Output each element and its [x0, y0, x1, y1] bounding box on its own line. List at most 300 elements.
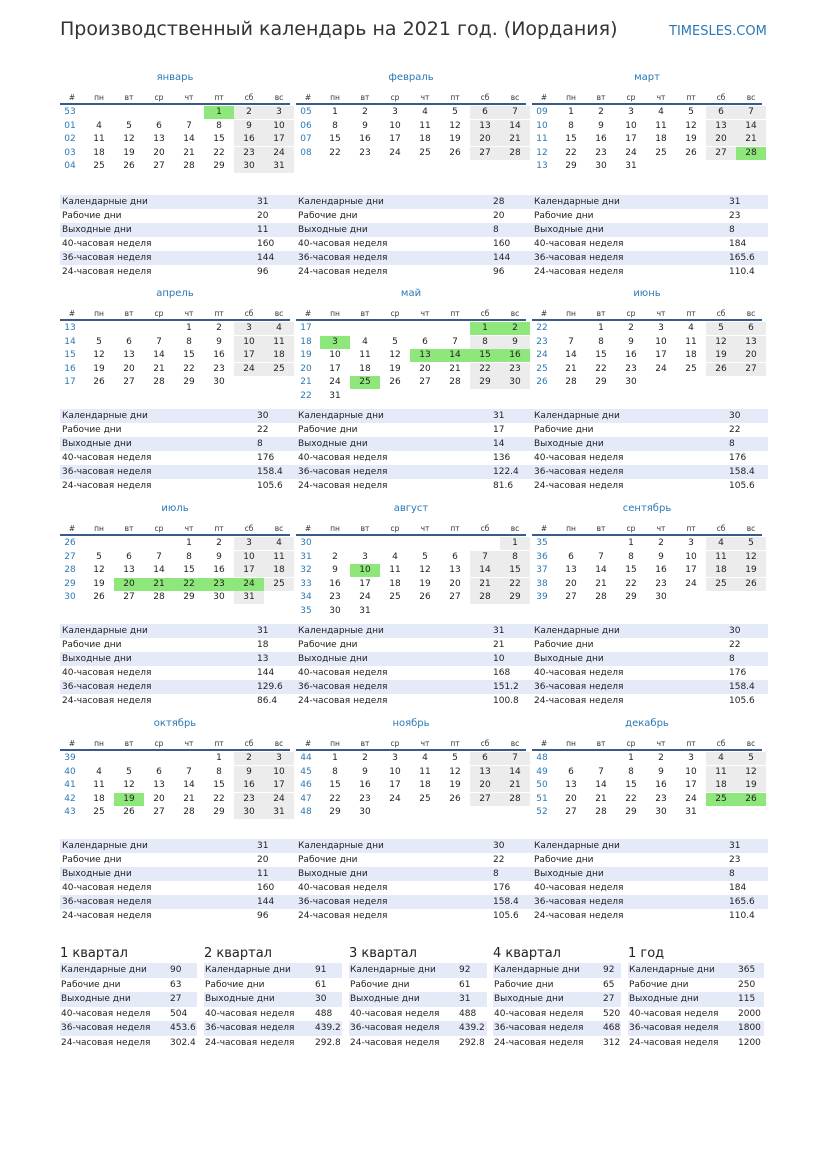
day-cell[interactable]: 27 [153, 807, 165, 818]
day-cell[interactable]: 1 [216, 753, 222, 763]
day-cell[interactable]: 13 [123, 565, 135, 576]
day-cell[interactable]: 1 [332, 107, 338, 117]
day-cell[interactable]: 1 [628, 538, 634, 548]
day-cell[interactable]: 23 [329, 592, 341, 603]
day-cell[interactable]: 21 [144, 578, 174, 591]
day-cell[interactable]: 7 [500, 106, 530, 119]
day-cell[interactable]: 8 [186, 551, 192, 562]
day-cell[interactable]: 15 [625, 780, 637, 791]
day-cell[interactable]: 29 [183, 377, 195, 388]
day-cell[interactable]: 18 [389, 578, 401, 589]
day-cell[interactable]: 13 [410, 349, 440, 362]
day-cell[interactable]: 20 [419, 363, 431, 374]
day-cell[interactable]: 29 [625, 592, 637, 603]
day-cell[interactable]: 11 [389, 565, 401, 576]
day-cell[interactable]: 3 [688, 538, 694, 548]
day-cell[interactable]: 12 [685, 120, 697, 131]
day-cell[interactable]: 3 [688, 753, 694, 763]
day-cell[interactable]: 18 [655, 134, 667, 145]
day-cell[interactable]: 24 [625, 147, 637, 158]
day-cell[interactable]: 25 [655, 147, 667, 158]
day-cell[interactable]: 6 [470, 752, 500, 765]
day-cell[interactable]: 9 [598, 120, 604, 131]
day-cell[interactable]: 18 [685, 350, 697, 361]
day-cell[interactable]: 28 [565, 377, 577, 388]
day-cell[interactable]: 20 [565, 578, 577, 589]
day-cell[interactable]: 8 [332, 120, 338, 131]
day-cell[interactable]: 17 [264, 133, 294, 146]
day-cell[interactable]: 30 [234, 160, 264, 173]
day-cell[interactable]: 16 [655, 565, 667, 576]
day-cell[interactable]: 11 [685, 336, 697, 347]
day-cell[interactable]: 16 [213, 565, 225, 576]
day-cell[interactable]: 26 [449, 793, 461, 804]
day-cell[interactable]: 6 [156, 120, 162, 131]
day-cell[interactable]: 28 [153, 592, 165, 603]
day-cell[interactable]: 17 [359, 578, 371, 589]
day-cell[interactable]: 21 [595, 578, 607, 589]
day-cell[interactable]: 31 [234, 591, 264, 604]
day-cell[interactable]: 30 [655, 807, 667, 818]
day-cell[interactable]: 16 [655, 780, 667, 791]
day-cell[interactable]: 12 [449, 120, 461, 131]
day-cell[interactable]: 5 [452, 107, 458, 117]
day-cell[interactable]: 4 [658, 107, 664, 117]
day-cell[interactable]: 15 [565, 134, 577, 145]
day-cell[interactable]: 24 [234, 363, 264, 376]
day-cell[interactable]: 31 [685, 807, 697, 818]
day-cell[interactable]: 19 [449, 780, 461, 791]
day-cell[interactable]: 18 [419, 780, 431, 791]
day-cell[interactable]: 20 [706, 133, 736, 146]
day-cell[interactable]: 12 [706, 336, 736, 349]
day-cell[interactable]: 14 [595, 565, 607, 576]
day-cell[interactable]: 22 [625, 578, 637, 589]
day-cell[interactable]: 18 [359, 363, 371, 374]
day-cell[interactable]: 30 [655, 592, 667, 603]
day-cell[interactable]: 15 [595, 350, 607, 361]
day-cell[interactable]: 25 [419, 147, 431, 158]
day-cell[interactable]: 19 [449, 134, 461, 145]
day-cell[interactable]: 11 [419, 766, 431, 777]
day-cell[interactable]: 25 [264, 363, 294, 376]
day-cell[interactable]: 28 [500, 793, 530, 806]
day-cell[interactable]: 18 [419, 134, 431, 145]
day-cell[interactable]: 26 [93, 377, 105, 388]
day-cell[interactable]: 12 [389, 350, 401, 361]
day-cell[interactable]: 8 [470, 336, 500, 349]
day-cell[interactable]: 23 [595, 147, 607, 158]
day-cell[interactable]: 7 [452, 336, 458, 347]
day-cell[interactable]: 5 [736, 752, 766, 765]
day-cell[interactable]: 22 [625, 793, 637, 804]
day-cell[interactable]: 17 [685, 565, 697, 576]
day-cell[interactable]: 29 [213, 807, 225, 818]
day-cell[interactable]: 1 [470, 322, 500, 335]
day-cell[interactable]: 24 [359, 592, 371, 603]
day-cell[interactable]: 23 [500, 363, 530, 376]
day-cell[interactable]: 26 [706, 363, 736, 376]
day-cell[interactable]: 6 [568, 551, 574, 562]
day-cell[interactable]: 14 [565, 350, 577, 361]
day-cell[interactable]: 2 [362, 753, 368, 763]
day-cell[interactable]: 2 [658, 538, 664, 548]
day-cell[interactable]: 12 [736, 766, 766, 779]
day-cell[interactable]: 21 [183, 147, 195, 158]
day-cell[interactable]: 10 [329, 350, 341, 361]
day-cell[interactable]: 9 [362, 766, 368, 777]
day-cell[interactable]: 21 [500, 133, 530, 146]
day-cell[interactable]: 15 [625, 565, 637, 576]
day-cell[interactable]: 9 [234, 120, 264, 133]
day-cell[interactable]: 14 [183, 780, 195, 791]
day-cell[interactable]: 15 [470, 349, 500, 362]
day-cell[interactable]: 11 [93, 134, 105, 145]
day-cell[interactable]: 25 [93, 161, 105, 172]
day-cell[interactable]: 23 [359, 147, 371, 158]
day-cell[interactable]: 27 [449, 592, 461, 603]
day-cell[interactable]: 22 [329, 793, 341, 804]
day-cell[interactable]: 30 [234, 806, 264, 819]
day-cell[interactable]: 30 [213, 592, 225, 603]
day-cell[interactable]: 20 [565, 793, 577, 804]
day-cell[interactable]: 16 [500, 349, 530, 362]
day-cell[interactable]: 16 [625, 350, 637, 361]
day-cell[interactable]: 12 [419, 565, 431, 576]
day-cell[interactable]: 24 [264, 793, 294, 806]
day-cell[interactable]: 28 [736, 147, 766, 160]
day-cell[interactable]: 8 [568, 120, 574, 131]
day-cell[interactable]: 2 [362, 107, 368, 117]
day-cell[interactable]: 24 [329, 377, 341, 388]
day-cell[interactable]: 9 [216, 551, 222, 562]
day-cell[interactable]: 11 [419, 120, 431, 131]
day-cell[interactable]: 30 [625, 377, 637, 388]
day-cell[interactable]: 5 [96, 336, 102, 347]
day-cell[interactable]: 27 [123, 592, 135, 603]
day-cell[interactable]: 19 [389, 363, 401, 374]
day-cell[interactable]: 29 [213, 161, 225, 172]
day-cell[interactable]: 9 [234, 766, 264, 779]
day-cell[interactable]: 17 [625, 134, 637, 145]
day-cell[interactable]: 6 [568, 766, 574, 777]
day-cell[interactable]: 29 [470, 376, 500, 389]
day-cell[interactable]: 4 [264, 537, 294, 550]
day-cell[interactable]: 19 [685, 134, 697, 145]
day-cell[interactable]: 29 [329, 807, 341, 818]
day-cell[interactable]: 8 [628, 766, 634, 777]
day-cell[interactable]: 5 [736, 537, 766, 550]
day-cell[interactable]: 22 [174, 578, 204, 591]
day-cell[interactable]: 21 [470, 578, 500, 591]
day-cell[interactable]: 7 [598, 766, 604, 777]
day-cell[interactable]: 23 [655, 793, 667, 804]
day-cell[interactable]: 24 [389, 147, 401, 158]
day-cell[interactable]: 19 [736, 779, 766, 792]
day-cell[interactable]: 26 [419, 592, 431, 603]
day-cell[interactable]: 14 [595, 780, 607, 791]
day-cell[interactable]: 19 [706, 349, 736, 362]
day-cell[interactable]: 26 [389, 377, 401, 388]
day-cell[interactable]: 6 [422, 336, 428, 347]
day-cell[interactable]: 5 [392, 336, 398, 347]
day-cell[interactable]: 22 [470, 363, 500, 376]
day-cell[interactable]: 22 [329, 147, 341, 158]
day-cell[interactable]: 28 [449, 377, 461, 388]
day-cell[interactable]: 9 [362, 120, 368, 131]
day-cell[interactable]: 17 [234, 564, 264, 577]
day-cell[interactable]: 21 [595, 793, 607, 804]
day-cell[interactable]: 4 [706, 537, 736, 550]
day-cell[interactable]: 19 [93, 363, 105, 374]
day-cell[interactable]: 24 [389, 793, 401, 804]
day-cell[interactable]: 15 [329, 134, 341, 145]
day-cell[interactable]: 4 [688, 323, 694, 333]
day-cell[interactable]: 10 [264, 120, 294, 133]
day-cell[interactable]: 4 [392, 551, 398, 562]
day-cell[interactable]: 20 [470, 779, 500, 792]
day-cell[interactable]: 1 [332, 753, 338, 763]
day-cell[interactable]: 30 [500, 376, 530, 389]
day-cell[interactable]: 6 [126, 336, 132, 347]
day-cell[interactable]: 23 [625, 363, 637, 374]
day-cell[interactable]: 8 [186, 336, 192, 347]
day-cell[interactable]: 10 [234, 336, 264, 349]
day-cell[interactable]: 15 [329, 780, 341, 791]
day-cell[interactable]: 25 [419, 793, 431, 804]
day-cell[interactable]: 10 [389, 120, 401, 131]
day-cell[interactable]: 27 [706, 147, 736, 160]
day-cell[interactable]: 1 [186, 538, 192, 548]
day-cell[interactable]: 8 [628, 551, 634, 562]
day-cell[interactable]: 29 [625, 807, 637, 818]
day-cell[interactable]: 11 [706, 551, 736, 564]
day-cell[interactable]: 8 [500, 551, 530, 564]
day-cell[interactable]: 30 [329, 606, 341, 616]
day-cell[interactable]: 5 [452, 753, 458, 763]
day-cell[interactable]: 7 [736, 106, 766, 119]
day-cell[interactable]: 25 [264, 578, 294, 591]
day-cell[interactable]: 19 [123, 147, 135, 158]
day-cell[interactable]: 7 [186, 120, 192, 131]
day-cell[interactable]: 26 [449, 147, 461, 158]
day-cell[interactable]: 20 [153, 147, 165, 158]
day-cell[interactable]: 5 [706, 322, 736, 335]
day-cell[interactable]: 20 [736, 349, 766, 362]
day-cell[interactable]: 26 [123, 807, 135, 818]
day-cell[interactable]: 25 [93, 807, 105, 818]
day-cell[interactable]: 13 [706, 120, 736, 133]
day-cell[interactable]: 7 [470, 551, 500, 564]
day-cell[interactable]: 18 [264, 564, 294, 577]
day-cell[interactable]: 11 [359, 350, 371, 361]
day-cell[interactable]: 27 [736, 363, 766, 376]
day-cell[interactable]: 27 [153, 161, 165, 172]
day-cell[interactable]: 21 [736, 133, 766, 146]
day-cell[interactable]: 29 [565, 161, 577, 172]
day-cell[interactable]: 8 [216, 120, 222, 131]
day-cell[interactable]: 21 [449, 363, 461, 374]
day-cell[interactable]: 20 [123, 363, 135, 374]
day-cell[interactable]: 12 [123, 134, 135, 145]
day-cell[interactable]: 13 [565, 780, 577, 791]
day-cell[interactable]: 7 [598, 551, 604, 562]
day-cell[interactable]: 5 [688, 107, 694, 117]
day-cell[interactable]: 15 [213, 780, 225, 791]
day-cell[interactable]: 13 [470, 766, 500, 779]
day-cell[interactable]: 6 [126, 551, 132, 562]
day-cell[interactable]: 2 [598, 107, 604, 117]
day-cell[interactable]: 3 [234, 537, 264, 550]
day-cell[interactable]: 5 [126, 120, 132, 131]
day-cell[interactable]: 20 [153, 793, 165, 804]
day-cell[interactable]: 10 [685, 766, 697, 777]
day-cell[interactable]: 29 [500, 591, 530, 604]
day-cell[interactable]: 14 [440, 349, 470, 362]
day-cell[interactable]: 6 [452, 551, 458, 562]
day-cell[interactable]: 17 [655, 350, 667, 361]
day-cell[interactable]: 22 [500, 578, 530, 591]
day-cell[interactable]: 31 [264, 806, 294, 819]
day-cell[interactable]: 13 [449, 565, 461, 576]
day-cell[interactable]: 26 [93, 592, 105, 603]
day-cell[interactable]: 8 [216, 766, 222, 777]
day-cell[interactable]: 28 [595, 807, 607, 818]
day-cell[interactable]: 23 [204, 578, 234, 591]
day-cell[interactable]: 3 [320, 336, 350, 349]
day-cell[interactable]: 31 [625, 161, 637, 172]
day-cell[interactable]: 1 [204, 106, 234, 119]
day-cell[interactable]: 9 [332, 565, 338, 576]
day-cell[interactable]: 5 [96, 551, 102, 562]
day-cell[interactable]: 25 [685, 363, 697, 374]
day-cell[interactable]: 3 [658, 323, 664, 333]
day-cell[interactable]: 23 [359, 793, 371, 804]
day-cell[interactable]: 28 [470, 591, 500, 604]
day-cell[interactable]: 3 [264, 752, 294, 765]
day-cell[interactable]: 17 [264, 779, 294, 792]
day-cell[interactable]: 10 [685, 551, 697, 562]
day-cell[interactable]: 24 [234, 578, 264, 591]
day-cell[interactable]: 28 [183, 807, 195, 818]
day-cell[interactable]: 17 [329, 363, 341, 374]
day-cell[interactable]: 6 [706, 106, 736, 119]
day-cell[interactable]: 20 [114, 578, 144, 591]
day-cell[interactable]: 7 [500, 752, 530, 765]
day-cell[interactable]: 17 [685, 780, 697, 791]
day-cell[interactable]: 15 [213, 134, 225, 145]
day-cell[interactable]: 4 [706, 752, 736, 765]
day-cell[interactable]: 10 [264, 766, 294, 779]
day-cell[interactable]: 23 [213, 363, 225, 374]
day-cell[interactable]: 25 [706, 578, 736, 591]
day-cell[interactable]: 28 [500, 147, 530, 160]
day-cell[interactable]: 8 [598, 336, 604, 347]
day-cell[interactable]: 21 [565, 363, 577, 374]
day-cell[interactable]: 2 [628, 323, 634, 333]
day-cell[interactable]: 16 [359, 134, 371, 145]
day-cell[interactable]: 29 [183, 592, 195, 603]
day-cell[interactable]: 4 [264, 322, 294, 335]
day-cell[interactable]: 24 [264, 147, 294, 160]
day-cell[interactable]: 12 [449, 766, 461, 777]
day-cell[interactable]: 17 [389, 780, 401, 791]
day-cell[interactable]: 6 [156, 766, 162, 777]
day-cell[interactable]: 23 [234, 147, 264, 160]
day-cell[interactable]: 7 [156, 336, 162, 347]
day-cell[interactable]: 28 [595, 592, 607, 603]
day-cell[interactable]: 5 [422, 551, 428, 562]
day-cell[interactable]: 29 [595, 377, 607, 388]
day-cell[interactable]: 23 [234, 793, 264, 806]
day-cell[interactable]: 23 [655, 578, 667, 589]
day-cell[interactable]: 12 [736, 551, 766, 564]
day-cell[interactable]: 24 [655, 363, 667, 374]
brand-link[interactable]: TIMESLES.COM [669, 24, 767, 39]
day-cell[interactable]: 19 [419, 578, 431, 589]
day-cell[interactable]: 26 [736, 793, 766, 806]
day-cell[interactable]: 27 [470, 147, 500, 160]
day-cell[interactable]: 19 [736, 564, 766, 577]
day-cell[interactable]: 16 [329, 578, 341, 589]
day-cell[interactable]: 11 [264, 551, 294, 564]
day-cell[interactable]: 31 [329, 391, 341, 401]
day-cell[interactable]: 3 [392, 107, 398, 117]
day-cell[interactable]: 14 [736, 120, 766, 133]
day-cell[interactable]: 14 [500, 766, 530, 779]
day-cell[interactable]: 14 [153, 350, 165, 361]
day-cell[interactable]: 18 [706, 564, 736, 577]
day-cell[interactable]: 24 [685, 578, 697, 589]
day-cell[interactable]: 18 [706, 779, 736, 792]
day-cell[interactable]: 3 [264, 106, 294, 119]
day-cell[interactable]: 2 [658, 753, 664, 763]
day-cell[interactable]: 20 [449, 578, 461, 589]
day-cell[interactable]: 28 [183, 161, 195, 172]
day-cell[interactable]: 15 [183, 350, 195, 361]
day-cell[interactable]: 16 [234, 779, 264, 792]
day-cell[interactable]: 28 [153, 377, 165, 388]
day-cell[interactable]: 12 [123, 780, 135, 791]
day-cell[interactable]: 10 [350, 564, 380, 577]
day-cell[interactable]: 2 [216, 323, 222, 333]
day-cell[interactable]: 17 [234, 349, 264, 362]
day-cell[interactable]: 13 [153, 780, 165, 791]
day-cell[interactable]: 11 [655, 120, 667, 131]
day-cell[interactable]: 27 [565, 592, 577, 603]
day-cell[interactable]: 24 [685, 793, 697, 804]
day-cell[interactable]: 13 [470, 120, 500, 133]
day-cell[interactable]: 2 [234, 752, 264, 765]
day-cell[interactable]: 5 [126, 766, 132, 777]
day-cell[interactable]: 11 [706, 766, 736, 779]
day-cell[interactable]: 14 [153, 565, 165, 576]
day-cell[interactable]: 4 [422, 753, 428, 763]
day-cell[interactable]: 3 [392, 753, 398, 763]
day-cell[interactable]: 16 [234, 133, 264, 146]
day-cell[interactable]: 30 [595, 161, 607, 172]
day-cell[interactable]: 20 [470, 133, 500, 146]
day-cell[interactable]: 21 [183, 793, 195, 804]
day-cell[interactable]: 16 [359, 780, 371, 791]
day-cell[interactable]: 18 [264, 349, 294, 362]
day-cell[interactable]: 6 [470, 106, 500, 119]
day-cell[interactable]: 9 [216, 336, 222, 347]
day-cell[interactable]: 16 [595, 134, 607, 145]
day-cell[interactable]: 22 [213, 147, 225, 158]
day-cell[interactable]: 3 [628, 107, 634, 117]
day-cell[interactable]: 11 [264, 336, 294, 349]
